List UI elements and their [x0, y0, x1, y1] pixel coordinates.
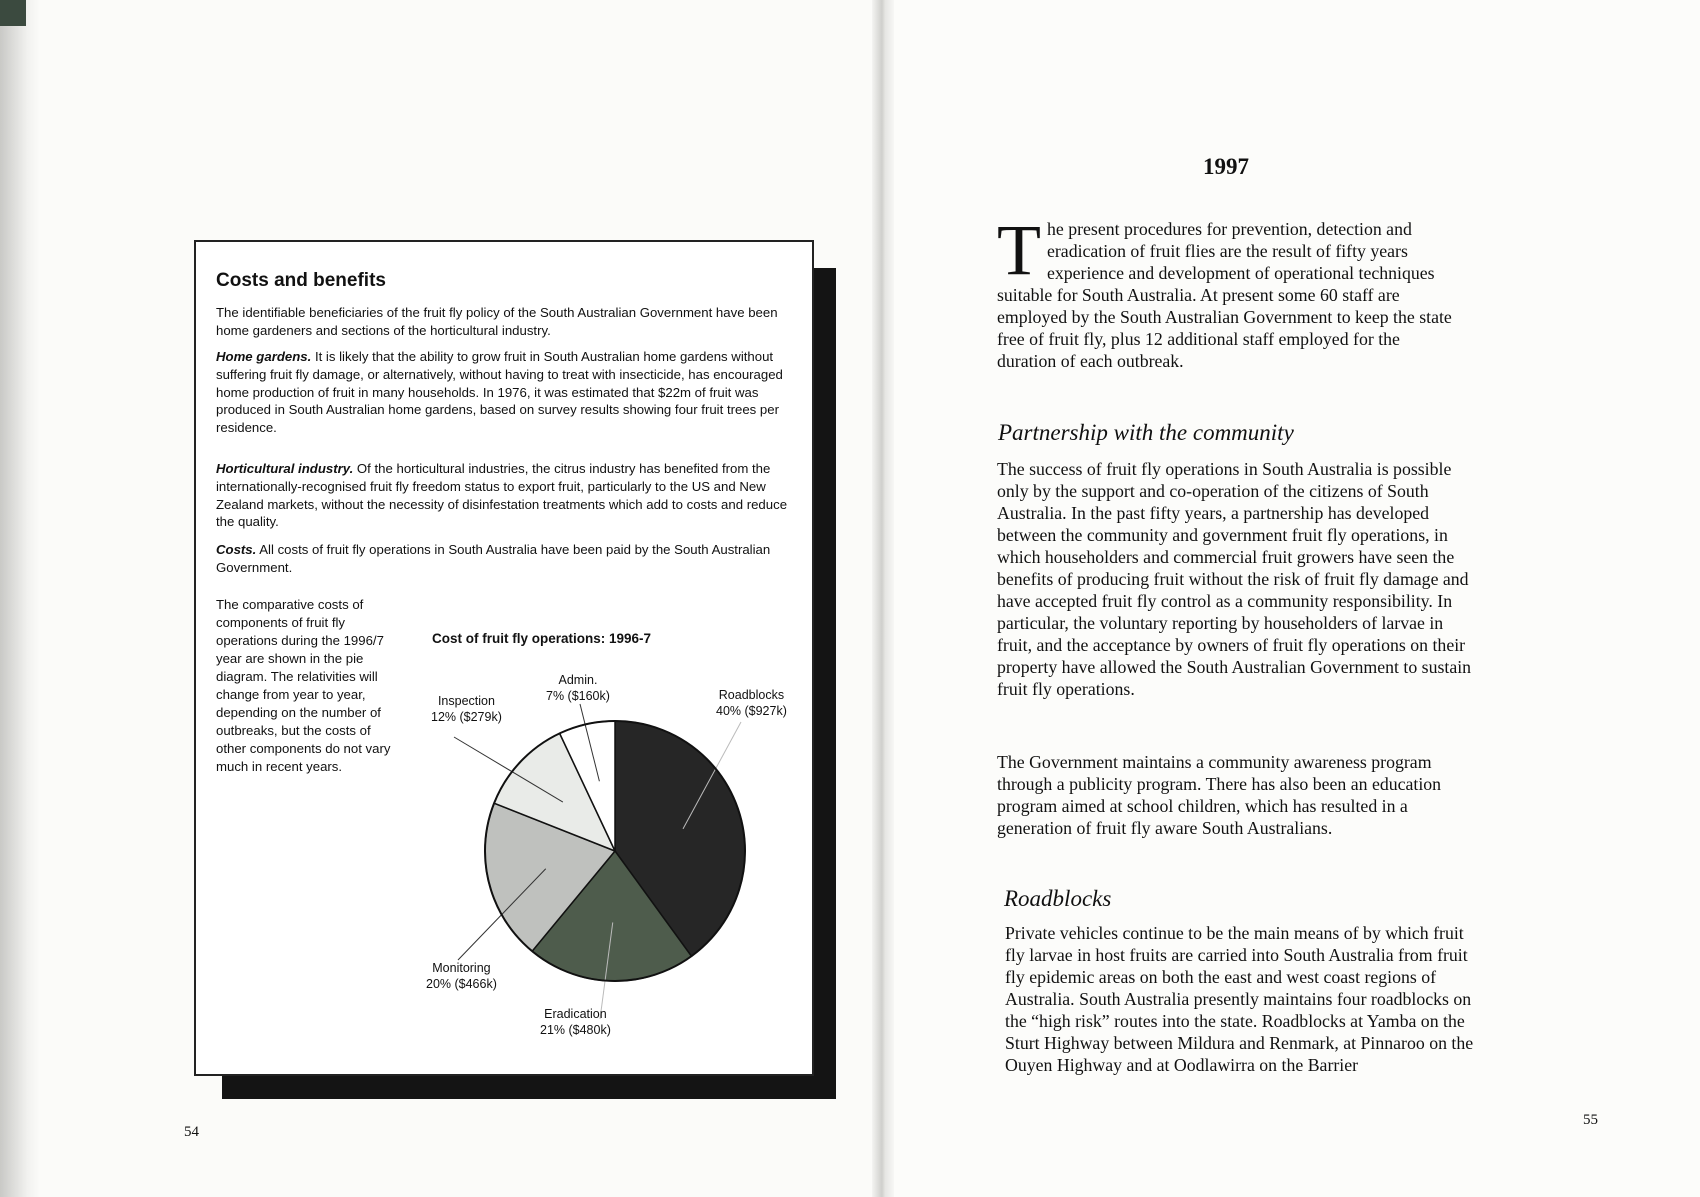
costs-text: All costs of fruit fly operations in South Australia have been paid by the South Australian Government.: [216, 542, 771, 575]
home-gardens-lead: Home gardens.: [216, 349, 312, 364]
label-monitoring: [426, 960, 497, 992]
chart-title: Cost of fruit fly operations: 1996-7: [432, 631, 652, 646]
intro-paragraph-right: [997, 210, 1459, 372]
horticultural-text: Of the horticultural industries, the citrus industry has benefited from the internationally-recognised fruit fly freedom status to export fruit, particularly to the US and New Zealand markets, without the necessity of disinfestation treatments which add to costs and reduce the quality.: [216, 461, 788, 530]
heading-roadblocks: Roadblocks: [1004, 886, 1112, 911]
costs-lead: Costs.: [216, 542, 257, 557]
scan-corner-mark: [0, 0, 26, 26]
horticultural-lead: Horticultural industry.: [216, 461, 354, 476]
label-admin: [546, 672, 610, 704]
label-eradication-name: Eradication: [544, 1007, 607, 1021]
pie-chart: [196, 242, 812, 1074]
label-inspection: [431, 693, 502, 725]
label-roadblocks-value: 40% ($927k): [716, 704, 787, 718]
partnership-paragraph-2: The Government maintains a community awareness program through a publicity program. There has also been an education program aimed at school children, which has resulted in a generation of fruit fly aware South Australians.: [997, 752, 1442, 838]
intro-text: he present procedures for prevention, detection and eradication of fruit flies are the result of fifty years experience and development of operational techniques suitable for South Australia. At present some 60 staff are employed by the South Australian Government to keep the state free of fruit fly, plus 12 additional staff employed for the duration of each outbreak.: [997, 219, 1452, 371]
left-page-number: 54: [184, 1124, 199, 1140]
label-roadblocks-name: Roadblocks: [718, 688, 785, 702]
box-title: Costs and benefits: [216, 270, 386, 291]
label-monitoring-name: Monitoring: [432, 961, 491, 975]
home-gardens-text: It is likely that the ability to grow fruit in South Australian home gardens without suffering fruit fly damage, or alternatively, without having to treat with insecticide, has encouraged home production of fruit in many households. In 1976, it was estimated that $22m of fruit was produced in South Australian home gardens, based on survey results showing four fruit trees per residence.: [216, 349, 783, 436]
label-eradication-value: 21% ($480k): [540, 1023, 611, 1037]
roadblocks-paragraph: Private vehicles continue to be the main means of by which fruit fly larvae in host fruits are carried into South Australia from fruit fly epidemic areas on both the east and west coast regions of Australia. South Australia presently maintains four roadblocks on the “high risk” routes into the state. Roadblocks at Yamba on the Sturt Highway between Mildura and Renmark, at Pinnaroo on the Ouyen Highway and at Oodlawirra on the Barrier: [1005, 923, 1474, 1075]
left-page-edge: [0, 0, 40, 1197]
year-heading: 1997: [1203, 154, 1249, 179]
label-admin-name: Admin.: [558, 673, 598, 687]
costs-benefits-box: [194, 240, 814, 1076]
right-page-number: 55: [1583, 1112, 1598, 1128]
intro-paragraph: The identifiable beneficiaries of the fruit fly policy of the South Australian Government have been home gardeners and sections of the horticultural industry.: [216, 305, 778, 338]
label-inspection-value: 12% ($279k): [431, 710, 502, 724]
label-admin-value: 7% ($160k): [546, 689, 610, 703]
side-note: The comparative costs of components of fruit fly operations during the 1996/7 year are shown in the pie diagram. The relativities will change from year to year, depending on the number of outbreaks, but the costs of other components do not vary much in recent years.: [216, 597, 391, 774]
heading-partnership: Partnership with the community: [998, 420, 1294, 445]
drop-cap: T: [997, 210, 1041, 290]
book-gutter: [872, 0, 894, 1197]
label-monitoring-value: 20% ($466k): [426, 977, 497, 991]
partnership-paragraph-1: The success of fruit fly operations in South Australia is possible only by the support and co-operation of the citizens of South Australia. In the past fifty years, a partnership has developed between the community and government fruit fly operations, in which householders and commercial fruit growers have seen the benefits of producing fruit without the risk of fruit fly damage and have accepted fruit fly control as a community responsibility. In particular, the voluntary reporting by householders of larvae in fruit, and the acceptance by owners of fruit fly operations on their property have allowed the South Australian Government to sustain fruit fly operations.: [997, 459, 1472, 699]
label-inspection-name: Inspection: [437, 694, 495, 708]
label-roadblocks: [716, 687, 787, 719]
label-eradication: [540, 1006, 611, 1038]
